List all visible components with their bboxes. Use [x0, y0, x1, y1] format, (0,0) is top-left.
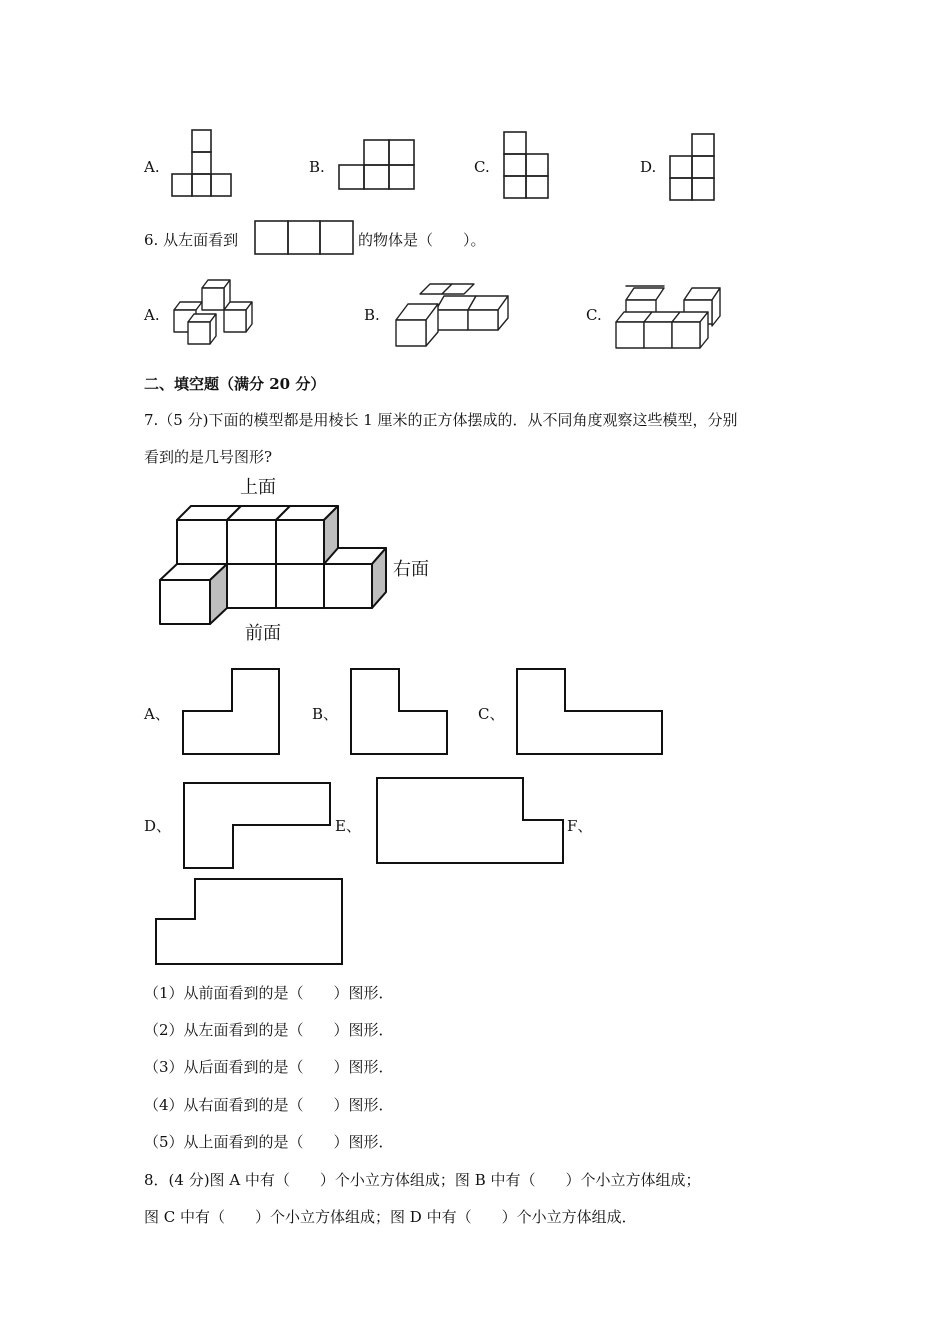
q8-line-1: 8．(4 分)图 A 中有（ ）个小立方体组成；图 B 中有（ ）个小立方体组成；	[144, 1171, 701, 1189]
q7-option-d-figure	[181, 780, 335, 872]
q7-option-b-figure	[348, 666, 452, 758]
q6-option-a-figure	[168, 274, 268, 354]
q8-line-2: 图 C 中有（ ）个小立方体组成；图 D 中有（ ）个小立方体组成．	[144, 1208, 637, 1226]
q7-subquestion-5: （5）从上面看到的是（ ）图形．	[144, 1133, 394, 1151]
q5-option-d-figure	[666, 131, 718, 203]
q7-option-c-label: C、	[478, 705, 505, 723]
q7-subquestion-2: （2）从左面看到的是（ ）图形．	[144, 1021, 394, 1039]
q5-option-b-figure	[336, 136, 420, 196]
q7-option-d-label: D、	[144, 817, 172, 835]
q7-option-e-label: E、	[335, 817, 361, 835]
section-2-title: 二、填空题（满分 20 分）	[144, 375, 326, 393]
q6-suffix: 的物体是（ ）。	[358, 231, 486, 249]
q7-option-a-label: A、	[144, 705, 170, 723]
q6-prefix: 6. 从左面看到	[144, 231, 239, 249]
q7-option-a-figure	[180, 666, 284, 758]
model-label-top: 上面	[240, 477, 276, 498]
q6-option-c-label: C.	[586, 306, 602, 324]
q5-option-d-label: D.	[640, 158, 657, 176]
q7-subquestion-1: （1）从前面看到的是（ ）图形．	[144, 984, 394, 1002]
q7-line-2: 看到的是几号图形?	[144, 448, 273, 466]
q7-option-e-figure	[374, 775, 568, 867]
model-label-front: 前面	[245, 623, 281, 644]
q5-option-c-label: C.	[474, 158, 490, 176]
q7-option-f-label: F、	[567, 817, 593, 835]
q7-option-c-figure	[514, 666, 668, 758]
q6-option-a-label: A.	[144, 306, 160, 324]
q6-option-c-figure	[612, 282, 728, 354]
q6-option-b-label: B.	[364, 306, 380, 324]
q5-option-c-figure	[500, 130, 552, 202]
q5-option-b-label: B.	[309, 158, 325, 176]
q6-left-view-figure	[252, 218, 356, 258]
q7-subquestion-4: （4）从右面看到的是（ ）图形．	[144, 1096, 394, 1114]
q7-subquestion-3: （3）从后面看到的是（ ）图形．	[144, 1058, 394, 1076]
q7-cube-model	[155, 500, 395, 628]
q7-option-b-label: B、	[312, 705, 339, 723]
q6-option-b-figure	[390, 280, 516, 352]
q7-line-1: 7.（5 分)下面的模型都是用棱长 1 厘米的正方体摆成的．从不同角度观察这些模型，分别	[144, 411, 738, 429]
q5-option-a-label: A.	[144, 158, 160, 176]
q7-option-f-figure	[153, 876, 347, 968]
model-label-right: 右面	[393, 559, 429, 580]
q5-option-a-figure	[168, 128, 238, 200]
